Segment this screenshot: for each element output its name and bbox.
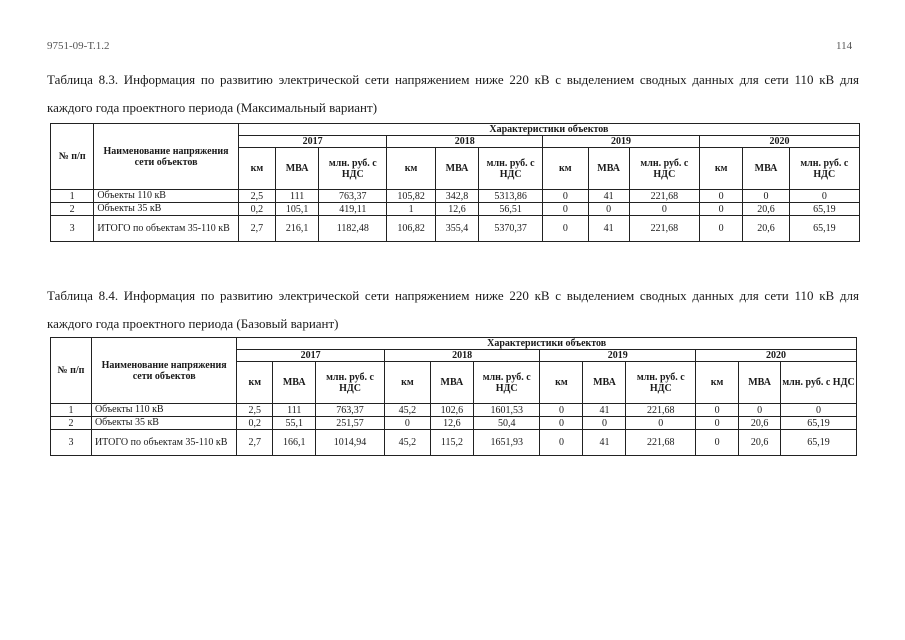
cell: 50,4: [473, 417, 540, 430]
sub-header: км: [699, 148, 742, 190]
cell: 65,19: [789, 203, 859, 216]
sub-header: млн. руб. с НДС: [316, 362, 385, 404]
row-num: 3: [51, 430, 92, 456]
year-header: 2019: [543, 136, 700, 148]
cell: 5313,86: [479, 190, 543, 203]
row-name: Объекты 110 кВ: [91, 404, 236, 417]
cell: 20,6: [739, 417, 781, 430]
cell: 0,2: [238, 203, 275, 216]
col-header-group: Характеристики объектов: [237, 338, 857, 350]
cell: 763,37: [316, 404, 385, 417]
table-max-variant: [50, 123, 860, 242]
cell: 0: [543, 216, 588, 242]
cell: 65,19: [781, 430, 857, 456]
sub-header: МВА: [588, 148, 629, 190]
cell: 41: [583, 404, 626, 417]
year-header: 2018: [384, 350, 540, 362]
cell: 419,11: [319, 203, 387, 216]
sub-header: км: [384, 362, 430, 404]
cell: 221,68: [629, 190, 699, 203]
col-header-group: Характеристики объектов: [238, 124, 859, 136]
year-header: 2017: [238, 136, 387, 148]
cell: 221,68: [626, 430, 696, 456]
cell: 0: [583, 417, 626, 430]
sub-header: МВА: [435, 148, 478, 190]
cell: 55,1: [273, 417, 316, 430]
col-header-num: № п/п: [51, 124, 94, 190]
cell: 105,1: [275, 203, 318, 216]
cell: 41: [588, 216, 629, 242]
table-base-variant: [50, 337, 857, 456]
cell: 65,19: [781, 417, 857, 430]
cell: 106,82: [387, 216, 435, 242]
cell: 45,2: [384, 404, 430, 417]
cell: 65,19: [789, 216, 859, 242]
cell: 0: [540, 430, 583, 456]
cell: 0: [384, 417, 430, 430]
table-row: [51, 404, 857, 417]
cell: 12,6: [435, 203, 478, 216]
row-name: ИТОГО по объектам 35-110 кВ: [91, 430, 236, 456]
sub-header: млн. руб. с НДС: [629, 148, 699, 190]
cell: 0: [696, 417, 739, 430]
sub-header: МВА: [275, 148, 318, 190]
cell: 105,82: [387, 190, 435, 203]
cell: 763,37: [319, 190, 387, 203]
cell: 20,6: [743, 216, 789, 242]
cell: 251,57: [316, 417, 385, 430]
cell: 20,6: [739, 430, 781, 456]
sub-header: МВА: [739, 362, 781, 404]
row-num: 3: [51, 216, 94, 242]
cell: 41: [583, 430, 626, 456]
cell: 221,68: [629, 216, 699, 242]
row-num: 2: [51, 203, 94, 216]
sub-header: км: [696, 362, 739, 404]
cell: 0: [699, 203, 742, 216]
cell: 1: [387, 203, 435, 216]
cell: 111: [275, 190, 318, 203]
cell: 1601,53: [473, 404, 540, 417]
cell: 166,1: [273, 430, 316, 456]
row-name: ИТОГО по объектам 35-110 кВ: [94, 216, 238, 242]
sub-header: км: [540, 362, 583, 404]
cell: 45,2: [384, 430, 430, 456]
sub-header: МВА: [430, 362, 473, 404]
cell: 0: [696, 430, 739, 456]
document-code: 9751-09-Т.1.2: [47, 40, 110, 52]
col-header-num: № п/п: [51, 338, 92, 404]
cell: 12,6: [430, 417, 473, 430]
row-num: 1: [51, 190, 94, 203]
table-row-total: [51, 216, 860, 242]
col-header-name: Наименование напряжения сети объектов: [94, 124, 238, 190]
cell: 1182,48: [319, 216, 387, 242]
cell: 1651,93: [473, 430, 540, 456]
row-name: Объекты 110 кВ: [94, 190, 238, 203]
sub-header: МВА: [273, 362, 316, 404]
cell: 221,68: [626, 404, 696, 417]
cell: 0: [540, 404, 583, 417]
cell: 2,5: [238, 190, 275, 203]
cell: 0: [699, 216, 742, 242]
cell: 0: [543, 203, 588, 216]
sub-header: млн. руб. с НДС: [473, 362, 540, 404]
sub-header: км: [387, 148, 435, 190]
cell: 5370,37: [479, 216, 543, 242]
year-header: 2020: [696, 350, 857, 362]
cell: 216,1: [275, 216, 318, 242]
cell: 0: [696, 404, 739, 417]
table-row: [51, 203, 860, 216]
cell: 0: [626, 417, 696, 430]
cell: 20,6: [743, 203, 789, 216]
table-row-total: [51, 430, 857, 456]
sub-header: млн. руб. с НДС: [781, 362, 857, 404]
cell: 0: [540, 417, 583, 430]
sub-header: км: [237, 362, 273, 404]
sub-header: км: [238, 148, 275, 190]
table-row: [51, 417, 857, 430]
sub-header: млн. руб. с НДС: [319, 148, 387, 190]
cell: 2,5: [237, 404, 273, 417]
sub-header: км: [543, 148, 588, 190]
cell: 2,7: [237, 430, 273, 456]
cell: 342,8: [435, 190, 478, 203]
row-name: Объекты 35 кВ: [94, 203, 238, 216]
year-header: 2020: [699, 136, 859, 148]
cell: 355,4: [435, 216, 478, 242]
cell: 0: [629, 203, 699, 216]
col-header-name: Наименование напряжения сети объектов: [91, 338, 236, 404]
year-header: 2019: [540, 350, 696, 362]
sub-header: МВА: [583, 362, 626, 404]
table-caption-2: Таблица 8.4. Информация по развитию электрической сети напряжением ниже 220 кВ с выделением сводных данных для сети 110 кВ для каждого года проектного периода (Базовый вариант): [47, 288, 859, 331]
cell: 1014,94: [316, 430, 385, 456]
table-caption-1: Таблица 8.3. Информация по развитию электрической сети напряжением ниже 220 кВ с выделением сводных данных для сети 110 кВ для каждого года проектного периода (Максимальный вариант): [47, 72, 859, 115]
cell: 0: [743, 190, 789, 203]
cell: 102,6: [430, 404, 473, 417]
cell: 56,51: [479, 203, 543, 216]
page-number: 114: [836, 40, 853, 52]
row-num: 2: [51, 417, 92, 430]
sub-header: МВА: [743, 148, 789, 190]
cell: 0: [588, 203, 629, 216]
cell: 0: [699, 190, 742, 203]
cell: 111: [273, 404, 316, 417]
cell: 0: [789, 190, 859, 203]
sub-header: млн. руб. с НДС: [789, 148, 859, 190]
cell: 115,2: [430, 430, 473, 456]
cell: 0: [739, 404, 781, 417]
year-header: 2017: [237, 350, 384, 362]
cell: 2,7: [238, 216, 275, 242]
cell: 0: [781, 404, 857, 417]
sub-header: млн. руб. с НДС: [479, 148, 543, 190]
row-num: 1: [51, 404, 92, 417]
table-row: [51, 190, 860, 203]
cell: 0,2: [237, 417, 273, 430]
sub-header: млн. руб. с НДС: [626, 362, 696, 404]
cell: 41: [588, 190, 629, 203]
row-name: Объекты 35 кВ: [91, 417, 236, 430]
year-header: 2018: [387, 136, 543, 148]
cell: 0: [543, 190, 588, 203]
